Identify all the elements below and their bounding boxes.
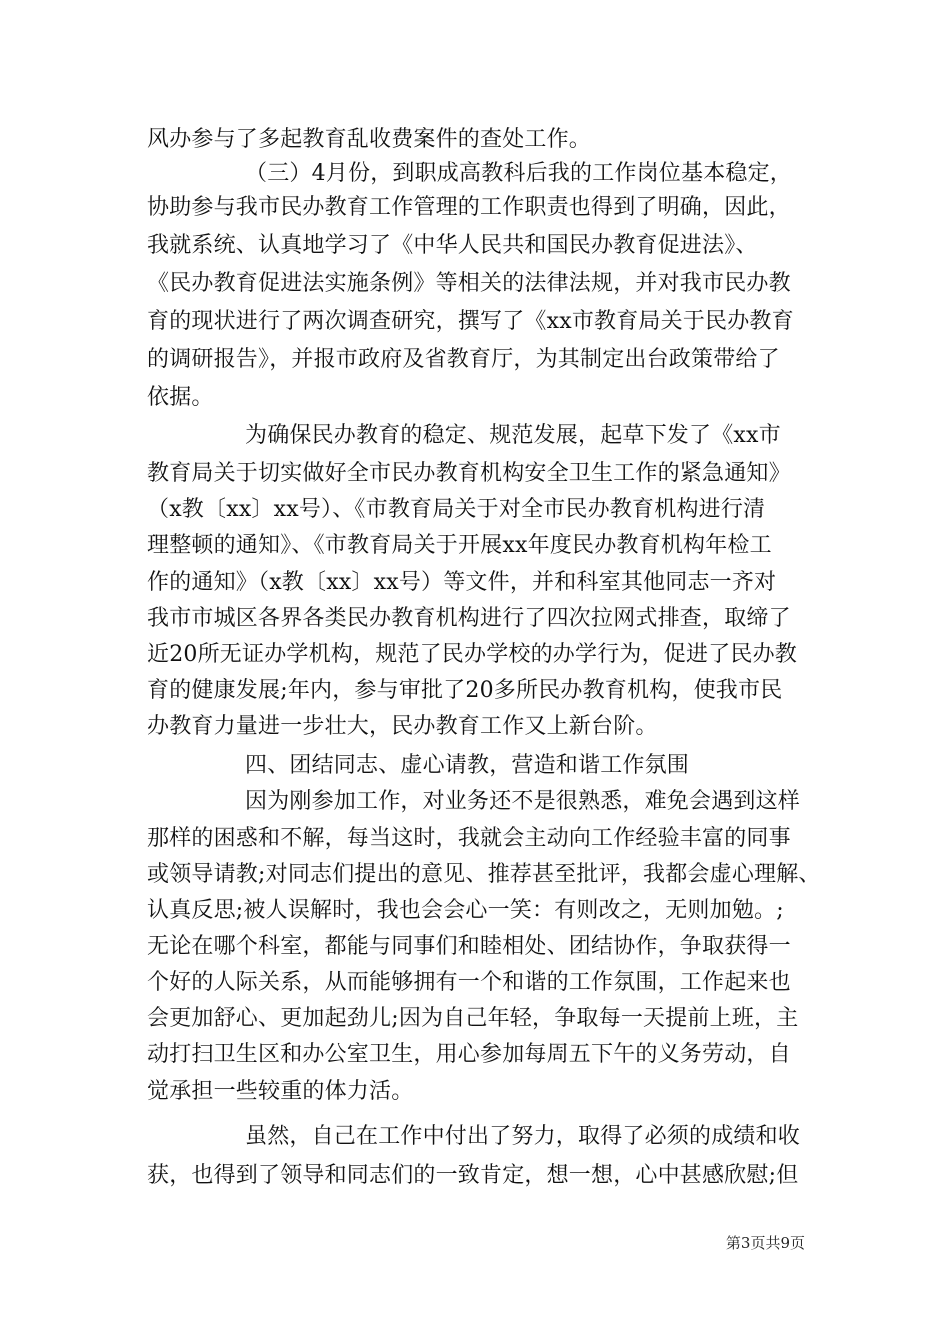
text-line: 为确保民办教育的稳定、规范发展，起草下发了《xx市 (245, 423, 781, 448)
text-line: （x教〔xx〕xx号）、《市教育局关于对全市民办教育机构进行清 (147, 497, 766, 522)
section-heading: 四、团结同志、虚心请教，营造和谐工作氛围 (245, 753, 690, 778)
text-line: 无论在哪个科室，都能与同事们和睦相处、团结协作，争取获得一 (147, 934, 791, 959)
text-line: 个好的人际关系，从而能够拥有一个和谐的工作氛围，工作起来也 (147, 970, 791, 995)
text-line: 虽然，自己在工作中付出了努力，取得了必须的成绩和收 (245, 1124, 801, 1149)
text-line: （三）4月份，到职成高教科后我的工作岗位基本稳定， (245, 161, 792, 186)
text-line: 觉承担一些较重的体力活。 (147, 1079, 414, 1104)
text-line: 我就系统、认真地学习了《中华人民共和国民办教育促进法》、 (147, 233, 758, 258)
text-line: 认真反思;被人误解时，我也会会心一笑：有则改之，无则加勉。; (147, 898, 784, 923)
text-line: 办教育力量进一步壮大，民办教育工作又上新台阶。 (147, 714, 658, 739)
text-line: 育的健康发展;年内，参与审批了20多所民办教育机构，使我市民 (147, 678, 783, 703)
text-line: 育的现状进行了两次调查研究，撰写了《xx市教育局关于民办教育 (147, 309, 794, 334)
text-line: 会更加舒心、更加起劲儿;因为自己年轻，争取每一天提前上班，主 (147, 1006, 799, 1031)
text-line: 理整顿的通知》、《市教育局关于开展xx年度民办教育机构年检工 (147, 533, 772, 558)
text-line: 或领导请教;对同志们提出的意见、推荐甚至批评，我都会虚心理解、 (147, 862, 821, 887)
text-line: 作的通知》（x教〔xx〕xx号）等文件，并和科室其他同志一齐对 (147, 570, 777, 595)
text-line: 那样的困惑和不解，每当这时，我就会主动向工作经验丰富的同事 (147, 826, 791, 851)
text-line: 动打扫卫生区和办公室卫生，用心参加每周五下午的义务劳动，自 (147, 1042, 791, 1067)
text-line: 获，也得到了领导和同志们的一致肯定，想一想，心中甚感欣慰;但 (147, 1163, 799, 1188)
text-line: 协助参与我市民办教育工作管理的工作职责也得到了明确，因此， (147, 195, 791, 220)
text-line: 风办参与了多起教育乱收费案件的查处工作。 (147, 127, 592, 152)
page-number: 第3页共9页 (725, 1234, 805, 1252)
text-line: 因为刚参加工作，对业务还不是很熟悉，难免会遇到这样 (245, 789, 801, 814)
text-line: 教育局关于切实做好全市民办教育机构安全卫生工作的紧急通知》 (147, 461, 791, 486)
text-line: 我市市城区各界各类民办教育机构进行了四次拉网式排查，取缔了 (147, 606, 791, 631)
text-line: 《民办教育促进法实施条例》等相关的法律法规，并对我市民办教 (147, 271, 791, 296)
text-line: 依据。 (147, 385, 214, 410)
text-line: 近20所无证办学机构，规范了民办学校的办学行为，促进了民办教 (147, 642, 797, 667)
text-line: 的调研报告》，并报市政府及省教育厅，为其制定出台政策带给了 (147, 347, 780, 372)
